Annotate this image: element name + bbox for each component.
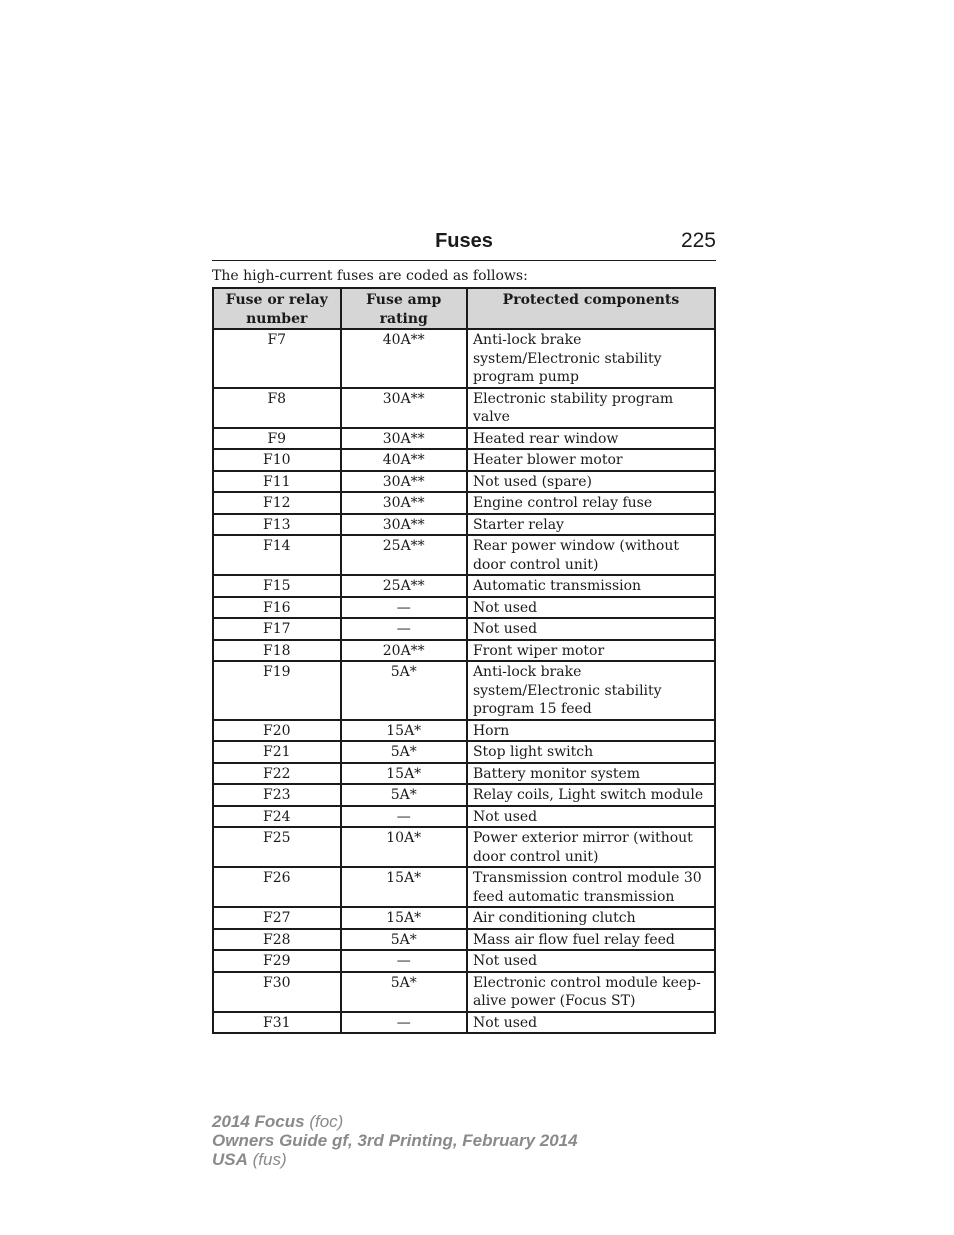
protected-component-cell: Power exterior mirror (without door control unit) xyxy=(467,827,715,867)
table-row xyxy=(213,618,715,640)
amp-rating-cell: 30A** xyxy=(341,514,467,536)
column-header-amp-rating: Fuse amp rating xyxy=(341,288,467,329)
amp-rating-cell: 5A* xyxy=(341,929,467,951)
fuse-table xyxy=(212,287,716,1034)
table-row xyxy=(213,950,715,972)
protected-component-cell: Not used xyxy=(467,1012,715,1034)
page-number: 225 xyxy=(680,229,716,252)
table-row xyxy=(213,640,715,662)
fuse-number-cell: F21 xyxy=(213,741,341,763)
protected-component-cell: Engine control relay fuse xyxy=(467,492,715,514)
footer-model-code: (foc) xyxy=(304,1112,344,1131)
amp-rating-cell: 15A* xyxy=(341,763,467,785)
protected-component-cell: Stop light switch xyxy=(467,741,715,763)
table-row xyxy=(213,388,715,428)
table-row xyxy=(213,763,715,785)
table-row xyxy=(213,575,715,597)
fuse-number-cell: F29 xyxy=(213,950,341,972)
amp-rating-cell: 25A** xyxy=(341,535,467,575)
table-row xyxy=(213,867,715,907)
amp-rating-cell: 40A** xyxy=(341,329,467,388)
amp-rating-cell: 40A** xyxy=(341,449,467,471)
amp-rating-cell: 30A** xyxy=(341,471,467,493)
amp-rating-cell: — xyxy=(341,597,467,619)
table-row xyxy=(213,806,715,828)
protected-component-cell: Electronic control module keep-alive power (Focus ST) xyxy=(467,972,715,1012)
table-row xyxy=(213,329,715,388)
fuse-number-cell: F14 xyxy=(213,535,341,575)
protected-component-cell: Starter relay xyxy=(467,514,715,536)
table-row xyxy=(213,514,715,536)
table-row xyxy=(213,929,715,951)
page-header xyxy=(212,228,716,261)
protected-component-cell: Front wiper motor xyxy=(467,640,715,662)
amp-rating-cell: — xyxy=(341,1012,467,1034)
protected-component-cell: Relay coils, Light switch module xyxy=(467,784,715,806)
protected-component-cell: Automatic transmission xyxy=(467,575,715,597)
protected-component-cell: Anti-lock brake system/Electronic stability program 15 feed xyxy=(467,661,715,720)
fuse-number-cell: F23 xyxy=(213,784,341,806)
fuse-number-cell: F13 xyxy=(213,514,341,536)
protected-component-cell: Not used xyxy=(467,950,715,972)
fuse-number-cell: F22 xyxy=(213,763,341,785)
amp-rating-cell: — xyxy=(341,806,467,828)
fuse-number-cell: F27 xyxy=(213,907,341,929)
protected-component-cell: Rear power window (without door control unit) xyxy=(467,535,715,575)
section-title: Fuses xyxy=(435,230,493,252)
column-header-protected-components: Protected components xyxy=(467,288,715,329)
fuse-number-cell: F25 xyxy=(213,827,341,867)
fuse-number-cell: F19 xyxy=(213,661,341,720)
footer-line-2: Owners Guide gf, 3rd Printing, February 2014 xyxy=(212,1131,578,1150)
amp-rating-cell: 15A* xyxy=(341,720,467,742)
footer-market-code: (fus) xyxy=(247,1150,287,1169)
protected-component-cell: Anti-lock brake system/Electronic stability program pump xyxy=(467,329,715,388)
fuse-number-cell: F15 xyxy=(213,575,341,597)
amp-rating-cell: 10A* xyxy=(341,827,467,867)
protected-component-cell: Not used xyxy=(467,806,715,828)
amp-rating-cell: 30A** xyxy=(341,428,467,450)
table-row xyxy=(213,492,715,514)
table-row xyxy=(213,1012,715,1034)
protected-component-cell: Transmission control module 30 feed automatic transmission xyxy=(467,867,715,907)
fuse-number-cell: F12 xyxy=(213,492,341,514)
page-footer xyxy=(212,1112,578,1169)
table-row xyxy=(213,535,715,575)
table-header-row xyxy=(213,288,715,329)
footer-model: 2014 Focus xyxy=(212,1112,305,1131)
fuse-number-cell: F24 xyxy=(213,806,341,828)
amp-rating-cell: 5A* xyxy=(341,784,467,806)
fuse-number-cell: F16 xyxy=(213,597,341,619)
table-row xyxy=(213,784,715,806)
protected-component-cell: Air conditioning clutch xyxy=(467,907,715,929)
amp-rating-cell: 20A** xyxy=(341,640,467,662)
table-row xyxy=(213,471,715,493)
protected-component-cell: Battery monitor system xyxy=(467,763,715,785)
fuse-number-cell: F11 xyxy=(213,471,341,493)
protected-component-cell: Electronic stability program valve xyxy=(467,388,715,428)
amp-rating-cell: — xyxy=(341,950,467,972)
amp-rating-cell: — xyxy=(341,618,467,640)
protected-component-cell: Heated rear window xyxy=(467,428,715,450)
table-row xyxy=(213,597,715,619)
amp-rating-cell: 5A* xyxy=(341,972,467,1012)
fuse-number-cell: F20 xyxy=(213,720,341,742)
table-row xyxy=(213,972,715,1012)
amp-rating-cell: 5A* xyxy=(341,741,467,763)
amp-rating-cell: 15A* xyxy=(341,867,467,907)
table-row xyxy=(213,661,715,720)
table-body xyxy=(213,329,715,1033)
protected-component-cell: Not used xyxy=(467,618,715,640)
amp-rating-cell: 30A** xyxy=(341,492,467,514)
protected-component-cell: Heater blower motor xyxy=(467,449,715,471)
protected-component-cell: Horn xyxy=(467,720,715,742)
fuse-number-cell: F30 xyxy=(213,972,341,1012)
fuse-number-cell: F18 xyxy=(213,640,341,662)
footer-line-1 xyxy=(212,1112,578,1131)
amp-rating-cell: 15A* xyxy=(341,907,467,929)
fuse-number-cell: F10 xyxy=(213,449,341,471)
fuse-number-cell: F7 xyxy=(213,329,341,388)
fuse-number-cell: F28 xyxy=(213,929,341,951)
table-row xyxy=(213,720,715,742)
fuse-number-cell: F8 xyxy=(213,388,341,428)
footer-market: USA xyxy=(212,1150,248,1169)
table-row xyxy=(213,428,715,450)
protected-component-cell: Not used (spare) xyxy=(467,471,715,493)
fuse-number-cell: F17 xyxy=(213,618,341,640)
protected-component-cell: Mass air flow fuel relay feed xyxy=(467,929,715,951)
protected-component-cell: Not used xyxy=(467,597,715,619)
amp-rating-cell: 5A* xyxy=(341,661,467,720)
table-row xyxy=(213,907,715,929)
intro-text: The high-current fuses are coded as follows: xyxy=(212,268,528,284)
fuse-number-cell: F26 xyxy=(213,867,341,907)
column-header-fuse-number: Fuse or relay number xyxy=(213,288,341,329)
amp-rating-cell: 25A** xyxy=(341,575,467,597)
table-row xyxy=(213,449,715,471)
amp-rating-cell: 30A** xyxy=(341,388,467,428)
fuse-number-cell: F9 xyxy=(213,428,341,450)
fuse-number-cell: F31 xyxy=(213,1012,341,1034)
table-row xyxy=(213,741,715,763)
table-row xyxy=(213,827,715,867)
footer-line-3 xyxy=(212,1150,578,1169)
